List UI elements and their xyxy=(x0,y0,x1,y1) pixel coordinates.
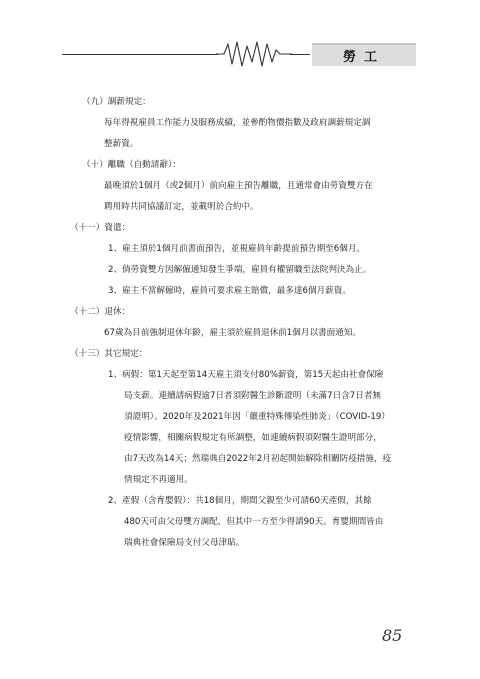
header-rule-right xyxy=(290,54,310,55)
list-item: 3、雇主不當解僱時，雇員可要求雇主賠償，最多達6個月薪資。 xyxy=(108,286,351,296)
list-item-continuation: 480天可由父母雙方調配，但其中一方至少得請90天。育嬰期間皆由 xyxy=(124,517,384,527)
list-item: 1、病假：第1天起至第14天雇主須支付80%薪資，第15天起由社會保險 xyxy=(108,370,384,380)
section-heading: （九）調薪規定： xyxy=(82,97,151,107)
list-item-continuation: 瑞典社會保險局支付父母津貼。 xyxy=(124,538,245,548)
section-heading: （十二）退休： xyxy=(70,307,131,317)
chapter-tab xyxy=(312,43,416,66)
list-item-continuation: 情規定不再適用。 xyxy=(124,475,193,485)
chapter-title: 勞工 xyxy=(342,50,385,65)
header-rule-left xyxy=(62,54,218,55)
list-item-continuation: 由7天改為14天；然瑞典自2022年2月初起開始解除相關防疫措施，疫 xyxy=(124,454,392,464)
section-heading: （十）離職（自動請辭）： xyxy=(82,160,181,170)
section-heading: （十三）其它規定： xyxy=(70,349,148,359)
list-item: 1、雇主須於1個月前書面預告，並視雇員年齡提前預告期至6個月。 xyxy=(108,244,366,254)
heartbeat-wave-icon xyxy=(216,40,292,68)
list-item: 2、產假（含育嬰假）：共18個月，期間父親至少可請60天產假，其餘 xyxy=(108,496,372,506)
section-heading: （十一）資遣： xyxy=(70,223,131,233)
page-number: 85 xyxy=(382,626,403,645)
paragraph-line: 整薪資。 xyxy=(104,139,139,149)
paragraph-line: 最晚須於1個月（或2個月）前向雇主預告離職，且通常會由勞資雙方在 xyxy=(104,181,373,191)
list-item-continuation: 疫情影響，相關病假規定有所調整，如連續病假須附醫生證明部分， xyxy=(124,433,382,443)
list-item-continuation: 局支薪。連續請病假逾7日者須附醫生診斷證明（未滿7日含7日者無 xyxy=(124,391,382,401)
paragraph-line: 每年得視雇員工作能力及服務成績，並參酌物價指數及政府調薪規定調 xyxy=(104,118,371,128)
paragraph-line: 聘用時共同協議訂定，並載明於合約中。 xyxy=(104,202,259,212)
list-item-continuation: 須證明）。2020年及2021年因「嚴重特殊傳染性肺炎」（COVID-19） xyxy=(124,412,390,422)
list-item: 2、倘勞資雙方因解僱通知發生爭端，雇員有權留職至法院判決為止。 xyxy=(108,265,372,275)
paragraph-line: 67歲為目前強制退休年齡，雇主須於雇員退休前1個月以書面通知。 xyxy=(104,328,362,338)
